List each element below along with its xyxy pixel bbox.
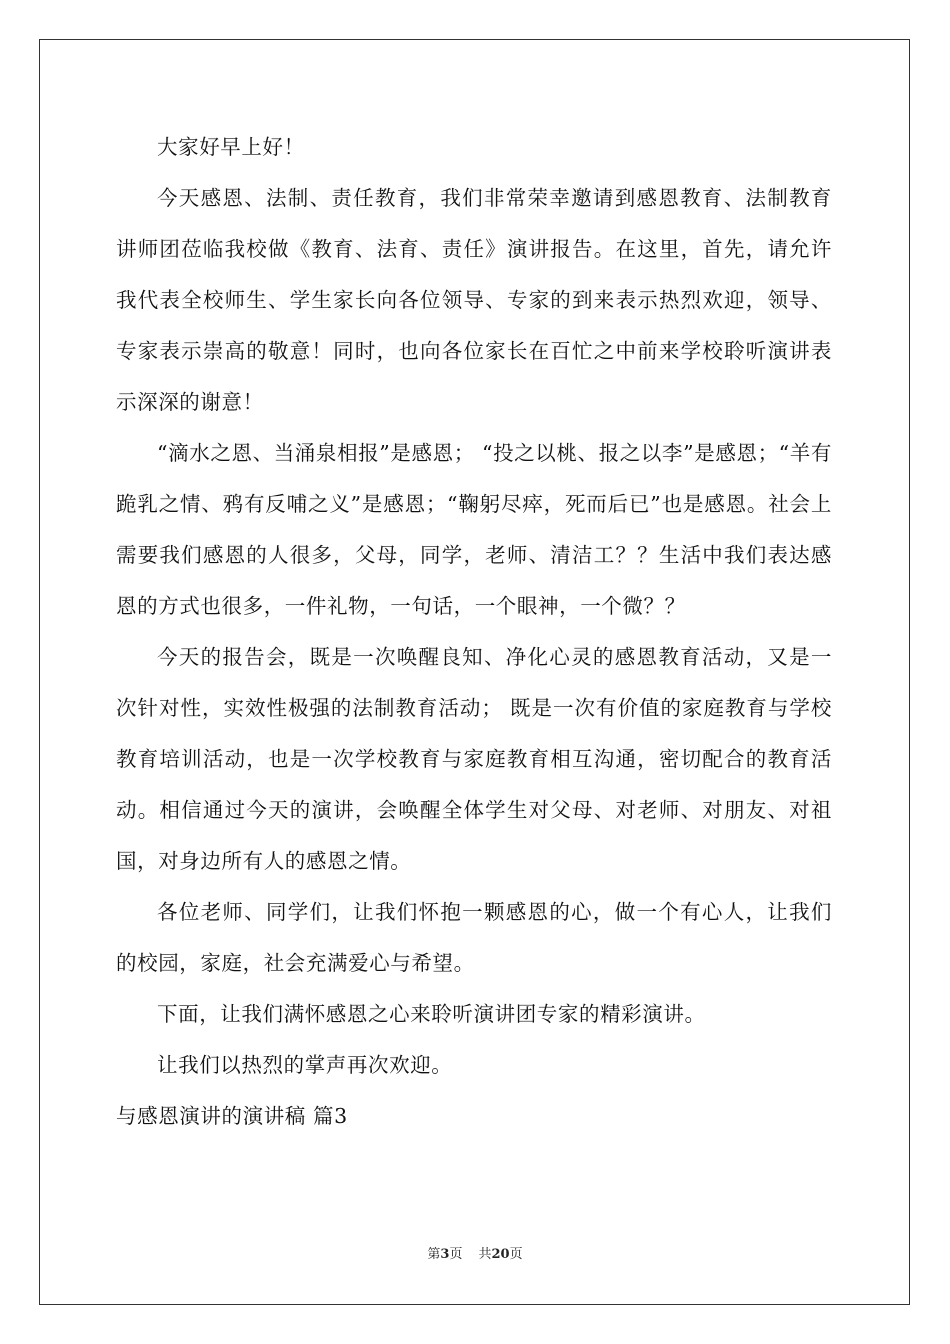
paragraph-report-purpose: 今天的报告会，既是一次唤醒良知、净化心灵的感恩教育活动，又是一次针对性，实效性极强的法制教育活动； 既是一次有价值的家庭教育与学校教育培训活动，也是一次学校教育与家庭教育相互沟通，密切配合的教育活动。相信通过今天的演讲，会唤醒全体学生对父母、对老师、对朋友、对祖国，对身边所有人的感恩之情。 bbox=[116, 645, 832, 873]
paragraph-gratitude-quotes: “滴水之恩、当涌泉相报”是感恩； “投之以桃、报之以李”是感恩；“羊有跪乳之情、鸦有反哺之义”是感恩；“鞠躬尽瘁，死而后已”也是感恩。社会上需要我们感恩的人很多，父母，同学，老师、清洁工？？生活中我们表达感恩的方式也很多，一件礼物，一句话，一个眼神，一个微？？ bbox=[116, 441, 832, 618]
paragraph-introduction: 今天感恩、法制、责任教育，我们非常荣幸邀请到感恩教育、法制教育讲师团莅临我校做《教育、法育、责任》演讲报告。在这里，首先，请允许我代表全校师生、学生家长向各位领导、专家的到来表示热烈欢迎，领导、专家表示崇高的敬意！同时，也向各位家长在百忙之中前来学校聆听演讲表示深深的谢意！ bbox=[116, 186, 832, 414]
page-total: 共20页 bbox=[478, 1247, 523, 1262]
page-number: 第3页 bbox=[427, 1247, 463, 1262]
paragraph-invitation: 下面，让我们满怀感恩之心来聆听演讲团专家的精彩演讲。 bbox=[157, 1002, 706, 1026]
document-body bbox=[116, 122, 832, 1142]
section-heading: 与感恩演讲的演讲稿 篇3 bbox=[116, 1104, 348, 1128]
paragraph-greeting: 大家好早上好！ bbox=[157, 135, 305, 159]
paragraph-call-to-action: 各位老师、同学们，让我们怀抱一颗感恩的心，做一个有心人，让我们的校园，家庭，社会充满爱心与希望。 bbox=[116, 900, 832, 975]
page-footer bbox=[0, 1246, 950, 1264]
paragraph-welcome: 让我们以热烈的掌声再次欢迎。 bbox=[157, 1053, 453, 1077]
